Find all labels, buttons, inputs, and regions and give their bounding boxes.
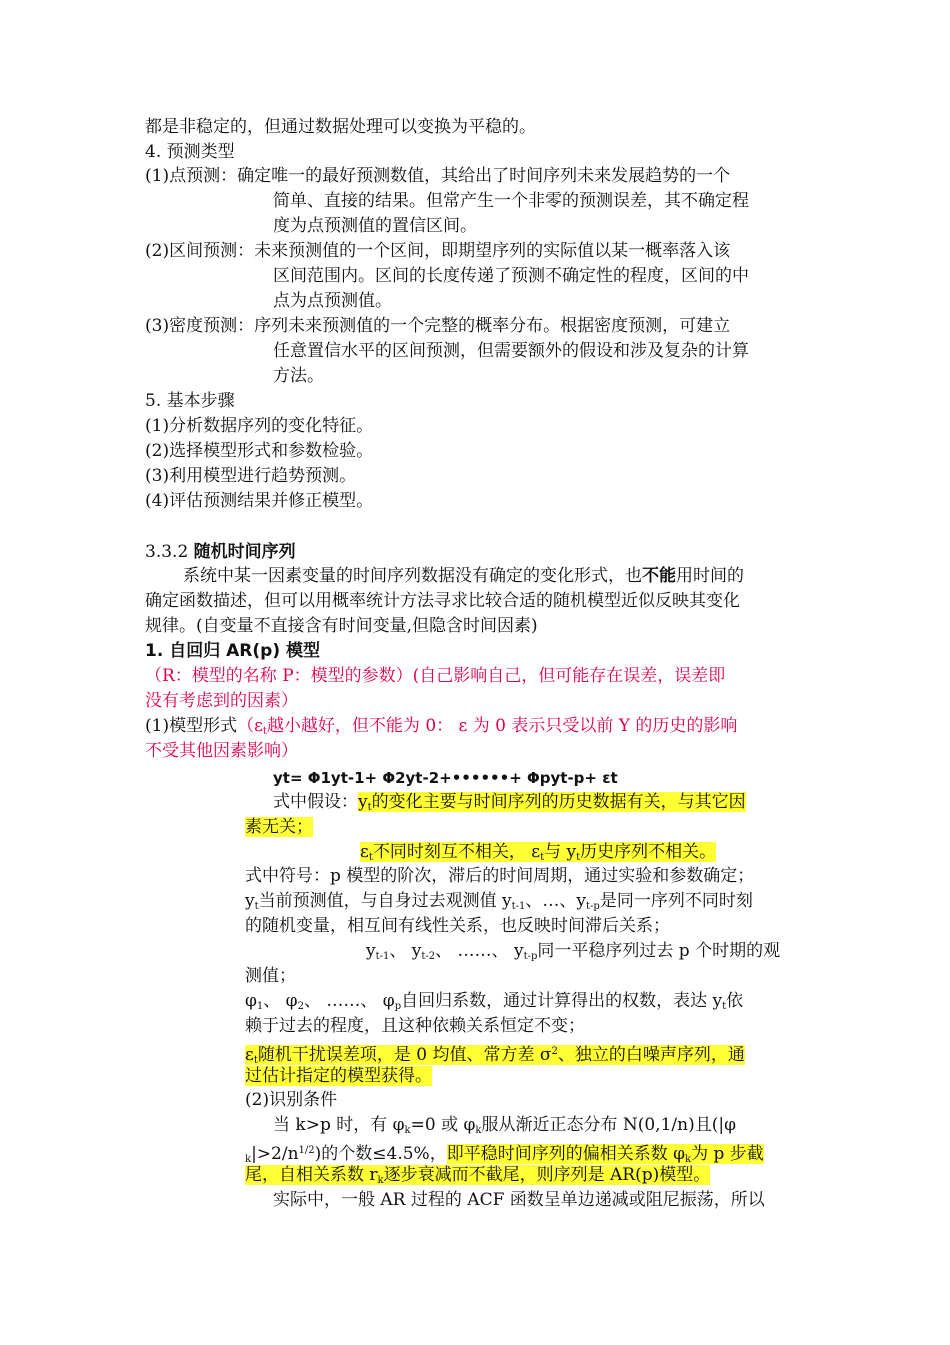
text-line: (3)密度预测：序列未来预测值的一个完整的概率分布。根据密度预测，可建立: [145, 316, 731, 336]
text-line: $\varepsilon_t$随机干扰误差项，是 0 均值、常方差 $\sigma^2$、独立的白噪声序列，通: [245, 1045, 745, 1066]
text-line: 系统中某一因素变量的时间序列数据没有确定的变化形式，也不能用时间的: [183, 566, 744, 586]
text-line: 度为点预测值的置信区间。: [273, 216, 477, 236]
text-line: 任意置信水平的区间预测，但需要额外的假设和涉及复杂的计算: [273, 341, 749, 361]
text-line: 都是非稳定的，但通过数据处理可以变换为平稳的。: [145, 117, 536, 137]
text-line: 测值；: [245, 966, 296, 986]
text-line: 确定函数描述，但可以用概率统计方法寻求比较合适的随机模型近似反映其变化: [145, 591, 740, 611]
text-line: 尾，自相关系数 $r_k$逐步衰减而不截尾，则序列是 AR(p)模型。: [245, 1165, 711, 1186]
heading-ar-model: 1. 自回归 AR(p) 模型: [145, 641, 321, 661]
text-line: 区间范围内。区间的长度传递了预测不确定性的程度，区间的中: [273, 266, 749, 286]
text-line: (2)区间预测：未来预测值的一个区间，即期望序列的实际值以某一概率落入该: [145, 241, 731, 261]
text-line: (1)模型形式（$\varepsilon_t$越小越好，但不能为 0： ε 为 0 表示只受以前 Y 的历史的影响: [145, 716, 738, 737]
text-line: 式中假设：$y_t$的变化主要与时间序列的历史数据有关，与其它因: [273, 792, 746, 813]
text-line: $y_t$当前预测值，与自身过去观测值 $y_{t-1}$、…、$y_{t-p}$是同一序列不同时刻: [245, 891, 753, 912]
text-line: 方法。: [273, 366, 324, 386]
annotation-line: （R：模型的名称 P：模型的参数）(自己影响自己，但可能存在误差，误差即: [145, 666, 726, 686]
text-line: 素无关；: [245, 817, 313, 837]
text-line: 点为点预测值。: [273, 291, 392, 311]
text-line: $\varphi_1$、 $\varphi_2$、 ……、 $\varphi_p$自回归系数，通过计算得出的权数，表达 $y_t$依: [245, 991, 744, 1012]
text-line: 当 k>p 时，有 $\varphi_k=0$ 或 $\varphi_k$服从渐近正态分布 N(0,1/n)且(|φ: [273, 1115, 736, 1136]
heading-forecast-types: 4. 预测类型: [145, 142, 235, 162]
text-line: 简单、直接的结果。但常产生一个非零的预测误差，其不确定程: [273, 191, 749, 211]
text-line: 的随机变量，相互间有线性关系，也反映时间滞后关系；: [245, 916, 670, 936]
text-line: 过估计指定的模型获得。: [245, 1066, 432, 1086]
text-line: (1)点预测：确定唯一的最好预测数值，其给出了时间序列未来发展趋势的一个: [145, 166, 731, 186]
text-line: 赖于过去的程度，且这种依赖关系恒定不变；: [245, 1016, 585, 1036]
text-line: (4)评估预测结果并修正模型。: [145, 491, 374, 511]
text-line: $y_{t-1}$、 $y_{t-2}$、 ……、 $y_{t-p}$同一平稳序列过去 p 个时期的观: [366, 941, 781, 962]
section-heading-3-3-2: 3.3.2 随机时间序列: [145, 542, 296, 562]
ar-formula: yt= Φ1yt-1+ Φ2yt-2+••••••+ Φpyt-p+ εt: [273, 769, 618, 787]
text-line: 式中符号：p 模型的阶次，滞后的时间周期，通过实验和参数确定；: [245, 866, 755, 886]
text-line: 实际中，一般 AR 过程的 ACF 函数呈单边递减或阻尼振荡，所以: [273, 1190, 765, 1210]
text-line: (1)分析数据序列的变化特征。: [145, 416, 374, 436]
heading-basic-steps: 5. 基本步骤: [145, 391, 235, 411]
text-line: (2)选择模型形式和参数检验。: [145, 441, 374, 461]
text-line: 规律。(自变量不直接含有时间变量,但隐含时间因素): [145, 616, 538, 636]
text-line: (3)利用模型进行趋势预测。: [145, 466, 357, 486]
heading-identification: (2)识别条件: [245, 1090, 338, 1110]
text-line: $_k|>2/n^{1/2}$)的个数≤4.5%，即平稳时间序列的偏相关系数 $\varphi_k$为 p 步截: [245, 1144, 764, 1165]
annotation-line: 没有考虑到的因素）: [145, 691, 298, 711]
annotation-line: 不受其他因素影响）: [145, 741, 298, 761]
text-line: $\varepsilon_t$不同时刻互不相关， $\varepsilon_t$与 $y_t$历史序列不相关。: [360, 842, 717, 863]
